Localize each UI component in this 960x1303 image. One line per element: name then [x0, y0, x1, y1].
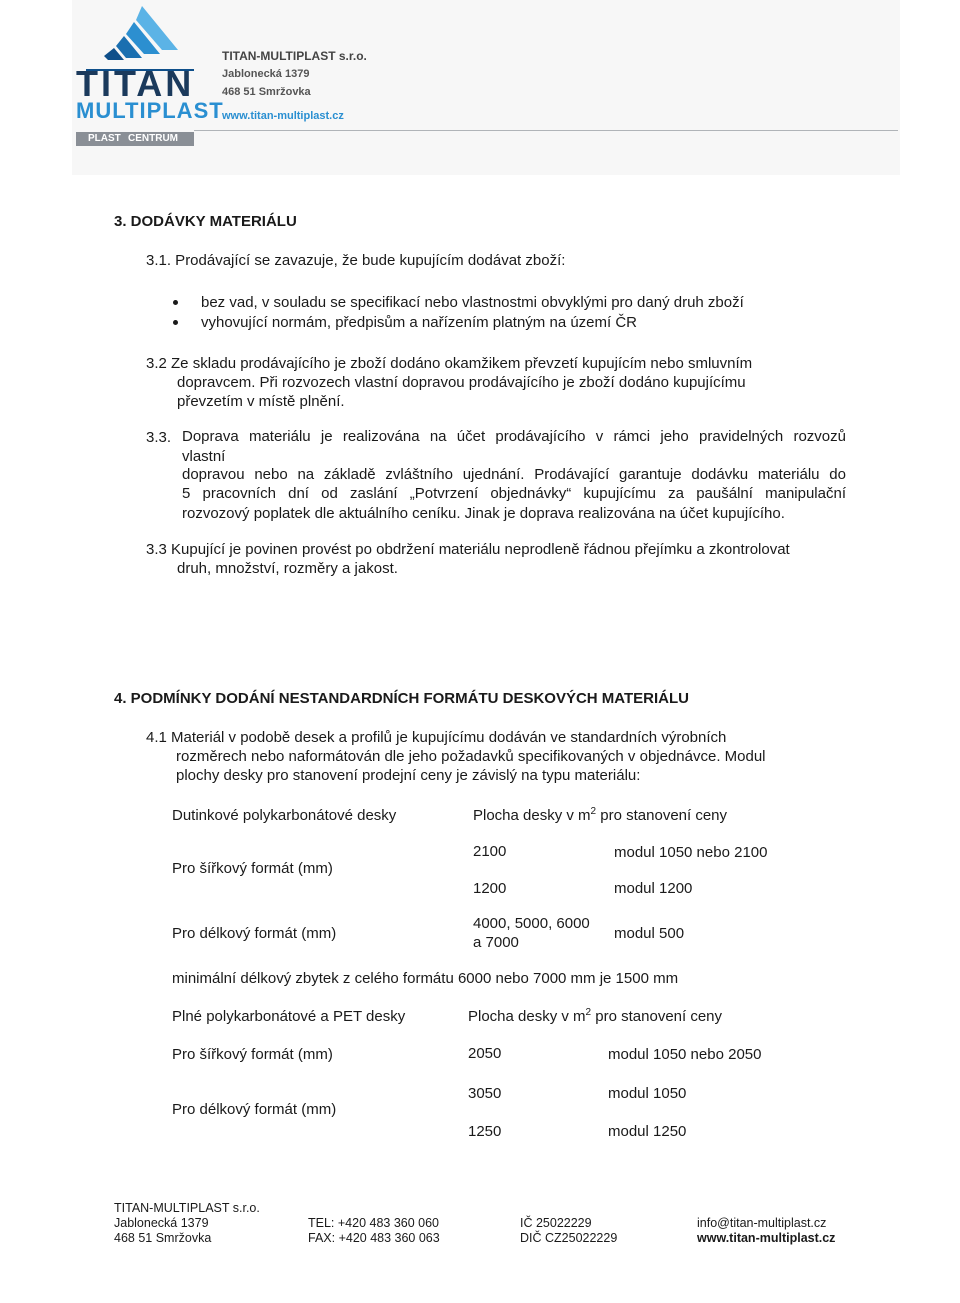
header-web-link[interactable]: www.titan-multiplast.cz — [222, 110, 344, 122]
table2-length-module: modul 1050 — [608, 1085, 687, 1102]
header-rule — [194, 130, 898, 131]
bullet-item: vyhovující normám, předpisům a nařízením platným na území ČR — [201, 314, 638, 331]
footer-dic: DIČ CZ25022229 — [520, 1231, 618, 1245]
footer-tel: TEL: +420 483 360 060 — [308, 1216, 440, 1230]
table1-length-size: 4000, 5000, 6000 — [473, 915, 590, 932]
footer-fax: FAX: +420 483 360 063 — [308, 1231, 440, 1245]
table2-width-size: 2050 — [468, 1045, 502, 1062]
footer-web-link[interactable]: www.titan-multiplast.cz — [697, 1231, 836, 1245]
bullet-dot — [173, 320, 178, 325]
clause-3-2-line: dopravcem. Při rozvozech vlastní dopravou prodávajícího je zboží dodáno kupujícímu — [177, 374, 746, 391]
clause-4-1-line: plochy desky pro stanovení prodejní ceny je závislý na typu materiálu: — [176, 767, 641, 784]
clause-3-3-number: 3.3. — [146, 429, 172, 446]
logo-word-top: TITAN — [76, 63, 195, 104]
table2-column-heading: Plocha desky v $m^2$ pro stanovení ceny — [468, 1007, 723, 1025]
clause-3-3-line: 5 pracovních dní od zaslání „Potvrzení objednávky“ kupujícímu za paušální manipulační — [182, 485, 846, 502]
table2-title: Plné polykarbonátové a PET desky — [172, 1008, 406, 1025]
bullet-dot — [173, 300, 178, 305]
footer-email-link[interactable]: info@titan-multiplast.cz — [697, 1216, 827, 1230]
header-address — [222, 47, 367, 125]
table1-width-label: Pro šířkový formát (mm) — [172, 860, 333, 877]
footer-ic: IČ 25022229 — [520, 1216, 592, 1230]
clause-4-1-line: rozměrech nebo naformátován dle jeho požadavků specifikovaných v objednávce. Modul — [176, 748, 766, 765]
clause-3-2-line: 3.2 Ze skladu prodávajícího je zboží dodáno okamžikem převzetí kupujícím nebo smluvním — [146, 355, 753, 372]
clause-3-2-line: převzetím v místě plnění. — [177, 393, 345, 410]
header-city: 468 51 Smržovka — [222, 86, 311, 98]
table1-width-module: modul 1050 nebo 2100 — [614, 844, 768, 861]
clause-3-3b-line: druh, množství, rozměry a jakost. — [177, 560, 398, 577]
logo-badge-right: CENTRUM — [128, 133, 178, 144]
section-3-heading: 3. DODÁVKY MATERIÁLU — [114, 213, 297, 230]
section-4-heading: 4. PODMÍNKY DODÁNÍ NESTANDARDNÍCH FORMÁTU DESKOVÝCH MATERIÁLU — [114, 690, 690, 707]
table2-length-module: modul 1250 — [608, 1123, 687, 1140]
clause-3-3-line: vlastní — [182, 448, 226, 465]
bullet-item: bez vad, v souladu se specifikací nebo vlastnostmi obvyklými pro daný druh zboží — [201, 294, 744, 311]
table1-length-module: modul 500 — [614, 925, 685, 942]
table2-width-module: modul 1050 nebo 2050 — [608, 1046, 762, 1063]
header-company-name: TITAN-MULTIPLAST s.r.o. — [222, 49, 367, 63]
logo-word-bottom: MULTIPLAST — [76, 98, 224, 123]
clause-4-1-line: 4.1 Materiál v podobě desek a profilů je kupujícímu dodáván ve standardních výrobních — [146, 729, 727, 746]
table1-title: Dutinkové polykarbonátové desky — [172, 807, 397, 824]
table1-width-size: 1200 — [473, 880, 507, 897]
clause-3-3-line: dopravou nebo na základě zvláštního ujednání. Prodávající garantuje dodávku materiálu do — [182, 466, 846, 483]
footer-city: 468 51 Smržovka — [114, 1231, 212, 1245]
table2-width-label: Pro šířkový formát (mm) — [172, 1046, 333, 1063]
table1-note: minimální délkový zbytek z celého formátu 6000 nebo 7000 mm je 1500 mm — [172, 970, 679, 987]
footer-street: Jablonecká 1379 — [114, 1216, 209, 1230]
clause-3-3-line: rozvozový poplatek dle aktuálního ceníku. Jinak je doprava realizována na účet kupujícího. — [182, 505, 785, 522]
clause-3-1-intro: 3.1. Prodávající se zavazuje, že bude kupujícím dodávat zboží: — [146, 252, 566, 269]
table2-length-label: Pro délkový formát (mm) — [172, 1101, 337, 1118]
table2-length-size: 1250 — [468, 1123, 502, 1140]
table1-width-size: 2100 — [473, 843, 507, 860]
logo-badge-left: PLAST — [88, 133, 121, 144]
table1-length-size: a 7000 — [473, 934, 519, 951]
table1-length-label: Pro délkový formát (mm) — [172, 925, 337, 942]
clause-3-3-line: Doprava materiálu je realizována na účet prodávajícího v rámci jeho pravidelných rozvozů — [182, 428, 846, 445]
footer-company: TITAN-MULTIPLAST s.r.o. — [114, 1201, 260, 1215]
table1-column-heading: Plocha desky v $m^2$ pro stanovení ceny — [473, 806, 728, 824]
table2-length-size: 3050 — [468, 1085, 502, 1102]
clause-3-3b-line: 3.3 Kupující je povinen provést po obdržení materiálu neprodleně řádnou přejímku a zkontrolovat — [146, 541, 790, 558]
header-street: Jablonecká 1379 — [222, 68, 310, 80]
table1-width-module: modul 1200 — [614, 880, 693, 897]
letterhead — [72, 0, 900, 175]
